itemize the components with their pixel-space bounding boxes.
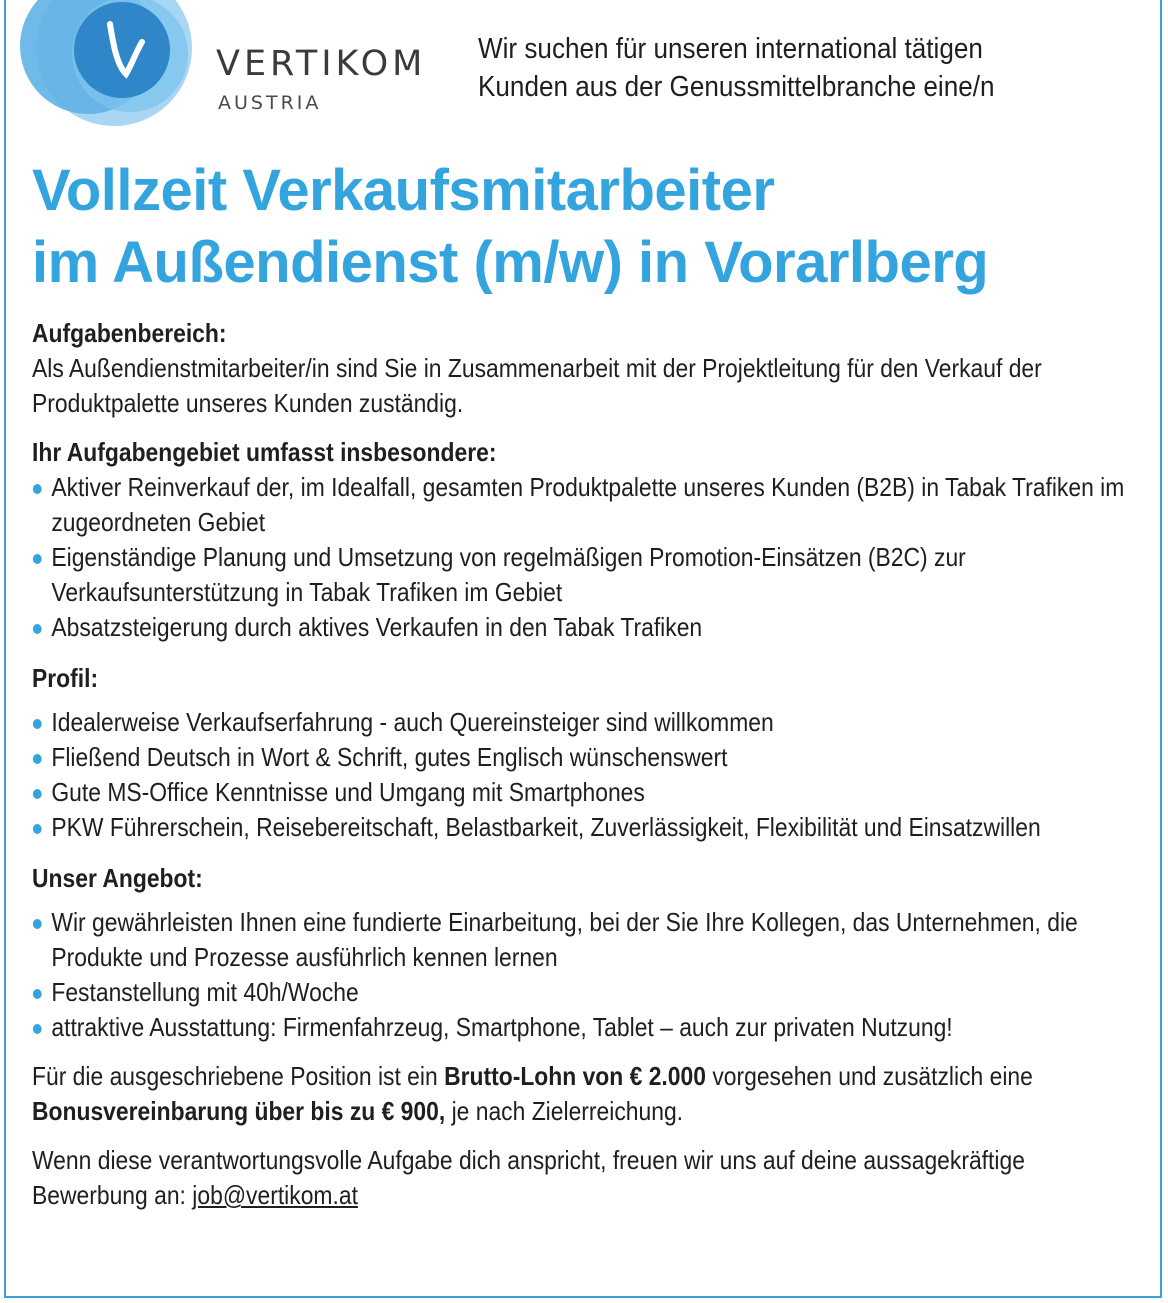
intro-text: Wir suchen für unseren international tätigen Kunden aus der Genussmittelbranche eine/n [478, 33, 995, 103]
aufgabengebiet-heading: Ihr Aufgabengebiet umfasst insbesondere: [32, 437, 497, 467]
job-title-line-1: Vollzeit Verkaufsmitarbeiter [32, 158, 775, 223]
job-title [32, 155, 988, 299]
profil-list [32, 705, 1143, 845]
list-item: Eigenständige Planung und Umsetzung von regelmäßigen Promotion-Einsätzen (B2C) zur Verkaufsunterstützung in Tabak Trafiken im Gebiet [32, 540, 1143, 610]
aufgabenbereich-heading: Aufgabenbereich: [32, 318, 227, 348]
brand-subtitle: AUSTRIA [218, 92, 322, 114]
list-item: PKW Führerschein, Reisebereitschaft, Belastbarkeit, Zuverlässigkeit, Flexibilität und Einsatzwillen [32, 810, 1143, 845]
salary-text [32, 1059, 1143, 1129]
vertikom-logo [18, 0, 438, 128]
list-item: Festanstellung mit 40h/Woche [32, 975, 1143, 1010]
list-item: Wir gewährleisten Ihnen eine fundierte Einarbeitung, bei der Sie Ihre Kollegen, das Unternehmen, die Produkte und Prozesse ausführlich kennen lernen [32, 905, 1143, 975]
email-link[interactable]: job@vertikom.at [192, 1180, 358, 1210]
bonus-amount: Bonusvereinbarung über bis zu € 900, [32, 1096, 446, 1126]
list-item: Absatzsteigerung durch aktives Verkaufen in den Tabak Trafiken [32, 610, 1143, 645]
brand-name: VERTIKOM [216, 44, 427, 84]
angebot-heading: Unser Angebot: [32, 863, 203, 893]
angebot-list [32, 905, 1143, 1045]
ad-body [32, 316, 1125, 1213]
list-item: Aktiver Reinverkauf der, im Idealfall, gesamten Produktpalette unseres Kunden (B2B) in Tabak Trafiken im zugeordneten Gebiet [32, 470, 1143, 540]
salary-post: je nach Zielerreichung. [445, 1096, 684, 1126]
salary-mid: vorgesehen und zusätzlich eine [705, 1061, 1033, 1091]
vertikom-logo-mark-icon [18, 0, 218, 128]
closing-sentence: Wenn diese verantwortungsvolle Aufgabe dich anspricht, freuen wir uns auf deine aussagekräftige Bewerbung an: [32, 1145, 1025, 1210]
list-item: Idealerweise Verkaufserfahrung - auch Quereinsteiger sind willkommen [32, 705, 1143, 740]
aufgabengebiet-list [32, 470, 1143, 645]
salary-pre: Für die ausgeschriebene Position ist ein [32, 1061, 445, 1091]
aufgabenbereich-text: Als Außendienstmitarbeiter/in sind Sie in Zusammenarbeit mit der Projektleitung für den Verkauf der Produktpalette unseres Kunden zuständig. [32, 353, 1042, 418]
salary-amount: Brutto-Lohn von € 2.000 [444, 1061, 706, 1091]
closing-text [32, 1143, 1143, 1213]
job-title-line-2: im Außendienst (m/w) in Vorarlberg [32, 230, 989, 295]
list-item: Gute MS-Office Kenntnisse und Umgang mit Smartphones [32, 775, 1143, 810]
profil-heading: Profil: [32, 663, 99, 693]
list-item: Fließend Deutsch in Wort & Schrift, gutes Englisch wünschenswert [32, 740, 1143, 775]
list-item: attraktive Ausstattung: Firmenfahrzeug, Smartphone, Tablet – auch zur privaten Nutzung! [32, 1010, 1143, 1045]
